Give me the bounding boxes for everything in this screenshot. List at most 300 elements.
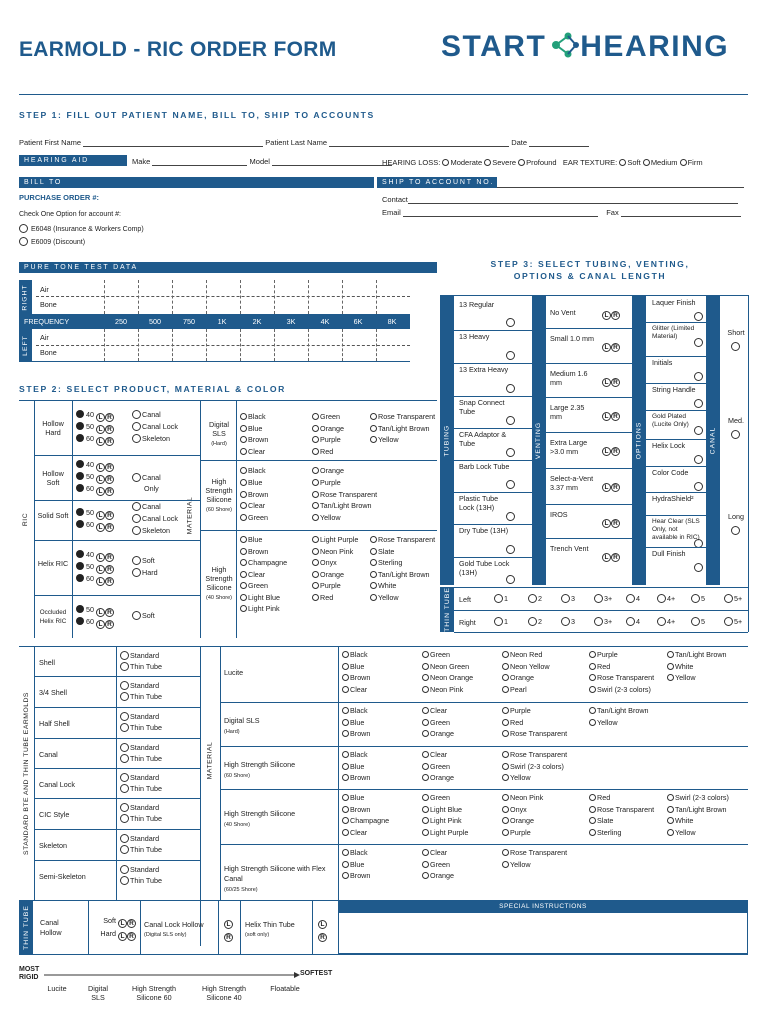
freq-250: 250 [115,317,127,326]
tube-6-radio[interactable] [506,480,515,489]
ric-option-skeleton[interactable]: Skeleton [132,434,170,443]
tube-2-radio[interactable] [506,351,515,360]
tube-4-radio[interactable] [506,416,515,425]
left-ear-option[interactable]: L [96,413,105,422]
thin-tube-option[interactable]: Thin Tube [120,723,162,732]
bottom-hs60-color-black[interactable]: Black [342,750,368,759]
bottom-hsflex-color-rose-transparent[interactable]: Rose Transparent [502,848,567,857]
vent-2-label: Small 1.0 mm [550,334,594,343]
thin-tube-option[interactable]: Thin Tube [120,876,162,885]
thin-tube-option[interactable]: Thin Tube [120,784,162,793]
freq-500: 500 [149,317,161,326]
bottom-hs40-color-onyx[interactable]: Onyx [502,805,527,814]
right-ear-option[interactable]: R [105,437,114,446]
style-shell: Shell [39,658,55,667]
bottom-hs60-color-clear[interactable]: Clear [422,750,447,759]
special-instructions-box[interactable] [338,900,748,954]
bottom-lucite-color-neon-pink[interactable]: Neon Pink [422,685,463,694]
right-ear-option[interactable]: R [105,577,114,586]
ric-occluded-size-50[interactable]: 50 L R [76,605,114,617]
bottom-dsls-color-blue[interactable]: Blue [342,718,364,727]
hs60-color-rose-transparent[interactable]: Rose Transparent [312,490,377,499]
vent-6-label: Select-a-Vent 3.37 mm [550,474,594,492]
bottom-dsls-color-green[interactable]: Green [422,718,450,727]
bottom-lucite-color-green[interactable]: Green [422,650,450,659]
ric-helix-ric-size-60[interactable]: 60 L R [76,574,114,586]
bottom-hs60-color-orange[interactable]: Orange [422,773,454,782]
dsls-color-green[interactable]: Green [312,412,340,421]
bottom-hs60-color-rose-transparent[interactable]: Rose Transparent [502,750,567,759]
canal-length-radio[interactable] [731,342,740,351]
ric-option-only[interactable]: Canal Only [132,472,161,494]
email-field[interactable] [403,210,598,217]
left-ear-option[interactable]: L [96,425,105,434]
vent-6-lr[interactable]: L R [602,480,620,492]
right-tt-opt-4[interactable]: 4 [626,617,640,626]
bottom-hs40-color-slate[interactable]: Slate [589,816,613,825]
left-ear-option[interactable]: L [96,553,105,562]
bottom-lucite-color-pearl[interactable]: Pearl [502,685,527,694]
hs40-color-red[interactable]: Red [312,593,333,602]
contact-row [382,195,738,204]
hs60-color-yellow[interactable]: Yellow [312,513,341,522]
date-field[interactable] [529,140,589,147]
helix-r[interactable]: R [318,933,327,942]
tube-9-radio[interactable] [506,575,515,584]
bottom-lucite-color-swirl-2-3-colors-[interactable]: Swirl (2-3 colors) [589,685,651,694]
right-ear-option[interactable]: R [105,475,114,484]
ric-hollow-hard-size-40[interactable]: 40 L R [76,410,114,422]
canal-length-med: Med. [728,416,744,425]
bottom-dsls-color-tan-light-brown[interactable]: Tan/Light Brown [589,706,649,715]
right-air-label: Air [40,285,49,294]
vent-7-lr[interactable]: L R [602,516,620,528]
right-ear-option[interactable]: R [105,608,114,617]
left-tt-opt-4[interactable]: 4 [626,594,640,603]
ric-hollow-soft-size-50[interactable]: 50 L R [76,472,114,484]
bottom-lucite-color-neon-red[interactable]: Neon Red [502,650,542,659]
option-7-radio[interactable] [694,482,703,491]
step2-heading: STEP 2: SELECT PRODUCT, MATERIAL & COLOR [19,384,286,394]
hs60-color-purple[interactable]: Purple [312,478,341,487]
left-tt-opt-1[interactable]: 1 [494,594,508,603]
bottom-hs40-color-light-purple[interactable]: Light Purple [422,828,468,837]
dsls-color-brown[interactable]: Brown [240,435,268,444]
standard-option[interactable]: Standard [120,773,159,782]
bottom-hsflex-color-green[interactable]: Green [422,860,450,869]
hl-profound-label: Profound [526,158,557,167]
bottom-hsflex-color-clear[interactable]: Clear [422,848,447,857]
hs60-color-clear[interactable]: Clear [240,501,265,510]
fitting-bar: HEARING AID FITTING [19,155,127,166]
bottom-hs60-color-green[interactable]: Green [422,762,450,771]
dsls-color-orange[interactable]: Orange [312,424,344,433]
tt-right-label: Right [459,618,476,627]
tube-1-label: 13 Regular [459,300,495,309]
bottom-hs40-color-light-blue[interactable]: Light Blue [422,805,462,814]
bottom-lucite-color-red[interactable]: Red [589,662,610,671]
bottom-hsflex-color-orange[interactable]: Orange [422,871,454,880]
bottom-lucite-color-brown[interactable]: Brown [342,673,370,682]
ric-solid-soft-size-60[interactable]: 60 L R [76,520,114,532]
right-ear-option[interactable]: R [105,487,114,496]
bottom-hs40-color-yellow[interactable]: Yellow [667,828,696,837]
bottom-material-label: MATERIAL [206,741,214,779]
canal-length-short: Short [727,328,745,337]
left-tt-opt-4+[interactable]: 4+ [657,594,675,603]
bottom-hs40-color-sterling[interactable]: Sterling [589,828,621,837]
ric-hollow-soft-size-40[interactable]: 40 L R [76,460,114,472]
bottom-hs40-color-green[interactable]: Green [422,793,450,802]
vent-8-lr[interactable]: L R [602,550,620,562]
bottom-dsls-color-yellow[interactable]: Yellow [589,718,618,727]
dsls-color-yellow[interactable]: Yellow [370,435,399,444]
bottom-lucite-color-blue[interactable]: Blue [342,662,364,671]
freq-1K: 1K [217,317,227,326]
right-ear-option[interactable]: R [105,463,114,472]
bottom-hs40-label: High Strength Silicone (40 Shore) [224,808,296,828]
bottom-lucite-color-black[interactable]: Black [342,650,368,659]
scale-floatable: Floatable [270,984,300,993]
bottom-hs40-color-blue[interactable]: Blue [342,793,364,802]
thin-tube-option[interactable]: Thin Tube [120,814,162,823]
make-label: Make [132,157,151,166]
bottom-hs40-color-purple[interactable]: Purple [502,828,531,837]
bottom-dsls-color-clear[interactable]: Clear [422,706,447,715]
venting-label: VENTING [532,295,546,585]
clh-sub: (Digital SLS only) [144,932,187,938]
option-4-radio[interactable] [694,399,703,408]
standard-option[interactable]: Standard [120,651,159,660]
hs40-color-champagne[interactable]: Champagne [240,558,287,567]
right-ear-option[interactable]: R [105,511,114,520]
right-ear-option[interactable]: R [105,565,114,574]
standard-option[interactable]: Standard [120,743,159,752]
hs60-color-tan-light-brown[interactable]: Tan/Light Brown [312,501,372,510]
ric-option-hard[interactable]: Hard [132,568,158,577]
bottom-dsls-color-purple[interactable]: Purple [502,706,531,715]
bottom-hs40-color-rose-transparent[interactable]: Rose Transparent [589,805,654,814]
dsls-color-rose-transparent[interactable]: Rose Transparent [370,412,435,421]
bottom-hs40-color-orange[interactable]: Orange [502,816,534,825]
dsls-color-black[interactable]: Black [240,412,266,421]
option-2-radio[interactable] [694,338,703,347]
ric-option-soft[interactable]: Soft [132,556,155,565]
tube-7-radio[interactable] [506,512,515,521]
bottom-dsls-color-black[interactable]: Black [342,706,368,715]
make-field[interactable] [152,159,247,166]
hs60-color-black[interactable]: Black [240,466,266,475]
left-ear-option[interactable]: L [96,608,105,617]
freq-4K: 4K [320,317,330,326]
left-ear-option[interactable]: L [96,437,105,446]
right-ear-option[interactable]: R [105,620,114,629]
hs40-color-rose-transparent[interactable]: Rose Transparent [370,535,435,544]
clh-label [144,920,204,940]
tube-3-radio[interactable] [506,384,515,393]
thin-tube-option[interactable]: Thin Tube [120,754,162,763]
bottom-dsls-color-red[interactable]: Red [502,718,523,727]
bottom-hs40-color-light-pink[interactable]: Light Pink [422,816,462,825]
vent-4-label: Large 2.35 mm [550,403,585,421]
bottom-hs40-color-white[interactable]: White [667,816,693,825]
left-ear-option[interactable]: L [96,511,105,520]
ear-texture-label: EAR TEXTURE: [562,158,618,167]
hl-moderate-radio[interactable] [442,159,449,166]
left-ear-option[interactable]: L [96,577,105,586]
left-ear-option[interactable]: L [96,620,105,629]
scale-high-strength-silicone-60: High Strength Silicone 60 [132,984,176,1002]
standard-option[interactable]: Standard [120,712,159,721]
bottom-hs40-color-tan-light-brown[interactable]: Tan/Light Brown [667,805,727,814]
left-ear-option[interactable]: L [96,475,105,484]
tt-soft-r[interactable]: R [127,919,136,928]
bottom-lucite-color-clear[interactable]: Clear [342,685,367,694]
option-6-label: Helix Lock [652,441,686,450]
dsls-color-tan-light-brown[interactable]: Tan/Light Brown [370,424,430,433]
right-tt-opt-2[interactable]: 2 [528,617,542,626]
tt-soft-l[interactable]: L [118,919,127,928]
tube-7-label: Plastic Tube Lock (13H) [459,494,499,512]
first-name-field[interactable] [83,140,263,147]
vent-4-lr[interactable]: L R [602,409,620,421]
hs40-color-brown[interactable]: Brown [240,547,268,556]
hs60-label [202,477,236,515]
dsls-color-red[interactable]: Red [312,447,333,456]
thin-tube-option[interactable]: Thin Tube [120,845,162,854]
model-label: Model [249,157,270,166]
standard-option[interactable]: Standard [120,834,159,843]
vent-5-lr[interactable]: L R [602,444,620,456]
vent-8-label: Trench Vent [550,544,589,553]
ric-option-canal[interactable]: Canal [132,502,161,511]
account-option-1[interactable] [19,224,144,233]
hs40-color-purple[interactable]: Purple [312,581,341,590]
hs40-name: High Strength Silicone [205,565,233,592]
step3-heading-1: STEP 3: SELECT TUBING, VENTING, [490,259,690,269]
bottom-hs40-color-brown[interactable]: Brown [342,805,370,814]
ric-option-canal-lock[interactable]: Canal Lock [132,422,178,431]
left-ear-option[interactable]: L [96,523,105,532]
contact-field[interactable] [408,197,738,204]
bottom-hsflex-color-yellow[interactable]: Yellow [502,860,531,869]
left-tt-opt-3+[interactable]: 3+ [594,594,612,603]
bottom-hs40-color-neon-pink[interactable]: Neon Pink [502,793,543,802]
bottom-lucite-color-tan-light-brown[interactable]: Tan/Light Brown [667,650,727,659]
bottom-hs60-label: High Strength Silicone (60 Shore) [224,759,296,779]
right-tt-opt-4+[interactable]: 4+ [657,617,675,626]
canal-hollow-label: Canal Hollow [40,918,62,937]
ric-option-canal-lock[interactable]: Canal Lock [132,514,178,523]
hs40-color-green[interactable]: Green [240,581,268,590]
bottom-hs40-color-clear[interactable]: Clear [342,828,367,837]
hl-severe-radio[interactable] [484,159,491,166]
bottom-dsls-color-orange[interactable]: Orange [422,729,454,738]
hs40-color-clear[interactable]: Clear [240,570,265,579]
bottom-hs60-color-yellow[interactable]: Yellow [502,773,531,782]
hs40-color-slate[interactable]: Slate [370,547,394,556]
thin-tube-option[interactable]: Thin Tube [120,692,162,701]
form-title: EARMOLD - RIC ORDER FORM [19,38,337,61]
tube-8-radio[interactable] [506,545,515,554]
hs40-color-orange[interactable]: Orange [312,570,344,579]
right-ear-option[interactable]: R [105,523,114,532]
last-name-field[interactable] [329,140,509,147]
bottom-lucite-color-rose-transparent[interactable]: Rose Transparent [589,673,654,682]
clh-r[interactable]: R [224,933,233,942]
bottom-hsflex-label: High Strength Silicone with Flex Canal (60/25 Shore) [224,864,326,893]
option-8-label: HydraShield² [652,494,694,503]
ric-hollow-hard-size-50[interactable]: 50 L R [76,422,114,434]
bill-to-bar: BILL TO [19,177,374,188]
standard-option[interactable]: Standard [120,865,159,874]
hs40-color-tan-light-brown[interactable]: Tan/Light Brown [370,570,430,579]
last-name-label: Patient Last Name [265,138,327,147]
canal-length-radio[interactable] [731,526,740,535]
option-1-radio[interactable] [694,312,703,321]
tt-soft-hard [92,915,136,941]
freq-3K: 3K [286,317,296,326]
hs40-color-blue[interactable]: Blue [240,535,262,544]
ric-solid-soft-size-50[interactable]: 50 L R [76,508,114,520]
right-ear-option[interactable]: R [105,553,114,562]
left-tt-opt-5[interactable]: 5 [691,594,705,603]
ric-option-canal[interactable]: Canal [132,410,161,419]
thin-tube-label: THIN TUBE [440,587,454,632]
ric-hollow-soft-size-60[interactable]: 60 L R [76,484,114,496]
option-10-radio[interactable] [694,563,703,572]
right-tt-opt-5[interactable]: 5 [691,617,705,626]
et-medium-label: Medium [650,158,678,167]
et-soft-radio[interactable] [619,159,626,166]
right-tt-opt-5+[interactable]: 5+ [724,617,742,626]
bottom-lucite-color-orange[interactable]: Orange [502,673,534,682]
bottom-lucite-color-purple[interactable]: Purple [589,650,618,659]
hs60-name: High Strength Silicone [205,477,233,504]
hs60-color-orange[interactable]: Orange [312,466,344,475]
hs40-color-light-purple[interactable]: Light Purple [312,535,358,544]
dsls-color-purple[interactable]: Purple [312,435,341,444]
bottom-lucite-color-neon-yellow[interactable]: Neon Yellow [502,662,550,671]
bottom-hsflex-color-brown[interactable]: Brown [342,871,370,880]
left-ear-option[interactable]: L [96,463,105,472]
hearing-loss-row [382,158,703,167]
step3-heading [440,258,740,282]
hs60-color-brown[interactable]: Brown [240,490,268,499]
et-firm-radio[interactable] [680,159,687,166]
helix-l[interactable]: L [318,920,327,929]
ric-option-skeleton[interactable]: Skeleton [132,526,170,535]
bottom-lucite-color-yellow[interactable]: Yellow [667,673,696,682]
bottom-lucite-color-white[interactable]: White [667,662,693,671]
hs40-color-light-pink[interactable]: Light Pink [240,604,280,613]
style-cic-style: CIC Style [39,810,70,819]
vent-2-lr[interactable]: L R [602,340,620,352]
ric-occluded-size-60[interactable]: 60 L R [76,617,114,629]
ric-helix-ric-label: Helix RIC [37,558,69,568]
option-5-radio[interactable] [694,426,703,435]
bottom-hs60-color-brown[interactable]: Brown [342,773,370,782]
hs40-color-light-blue[interactable]: Light Blue [240,593,280,602]
account-option-2[interactable] [19,237,85,246]
option-3-radio[interactable] [694,372,703,381]
bottom-hs40-color-swirl-2-3-colors-[interactable]: Swirl (2-3 colors) [667,793,729,802]
right-ear-option[interactable]: R [105,413,114,422]
left-ear-option[interactable]: L [96,565,105,574]
ric-helix-ric-size-40[interactable]: 40 L R [76,550,114,562]
hs40-color-white[interactable]: White [370,581,396,590]
left-tt-opt-3[interactable]: 3 [561,594,575,603]
standard-option[interactable]: Standard [120,681,159,690]
vent-7-label: IROS [550,510,568,519]
hs40-color-sterling[interactable]: Sterling [370,558,402,567]
hs40-color-yellow[interactable]: Yellow [370,593,399,602]
clh-l[interactable]: L [224,920,233,929]
bottom-dsls-color-brown[interactable]: Brown [342,729,370,738]
ric-hollow-hard-size-60[interactable]: 60 L R [76,434,114,446]
hs40-color-neon-pink[interactable]: Neon Pink [312,547,353,556]
bottom-hs40-color-champagne[interactable]: Champagne [342,816,389,825]
fax-field[interactable] [621,210,741,217]
tube-1-radio[interactable] [506,318,515,327]
bottom-lucite-color-neon-orange[interactable]: Neon Orange [422,673,473,682]
tt-hard-l[interactable]: L [118,932,127,941]
ric-option-soft[interactable]: Soft [132,611,155,620]
dsls-color-clear[interactable]: Clear [240,447,265,456]
right-ear-option[interactable]: R [105,425,114,434]
model-field[interactable] [272,159,392,166]
right-tt-opt-1[interactable]: 1 [494,617,508,626]
hs40-color-onyx[interactable]: Onyx [312,558,337,567]
freq-6K: 6K [353,317,363,326]
left-tt-opt-2[interactable]: 2 [528,594,542,603]
frequency-label: FREQUENCY [24,317,70,326]
option-6-radio[interactable] [694,455,703,464]
bottom-hsflex-color-black[interactable]: Black [342,848,368,857]
style-semi-skeleton: Semi-Skeleton [39,872,86,881]
bottom-hs40-color-red[interactable]: Red [589,793,610,802]
option-3-label: Initials [652,358,673,367]
hs60-color-blue[interactable]: Blue [240,478,262,487]
bottom-hs60-color-swirl-2-3-colors-[interactable]: Swirl (2-3 colors) [502,762,564,771]
style-canal-lock: Canal Lock [39,780,75,789]
hs60-color-green[interactable]: Green [240,513,268,522]
canal-length-long: Long [728,512,744,521]
dsls-color-blue[interactable]: Blue [240,424,262,433]
right-tt-opt-3+[interactable]: 3+ [594,617,612,626]
vent-1-lr[interactable]: L R [602,308,620,320]
left-ear-option[interactable]: L [96,487,105,496]
bottom-dsls-color-rose-transparent[interactable]: Rose Transparent [502,729,567,738]
canal-length-radio[interactable] [731,430,740,439]
tube-2-label: 13 Heavy [459,332,490,341]
tt-hard-r[interactable]: R [127,932,136,941]
bottom-hsflex-color-blue[interactable]: Blue [342,860,364,869]
ric-helix-ric-size-50[interactable]: 50 L R [76,562,114,574]
bottom-hs60-color-blue[interactable]: Blue [342,762,364,771]
left-tt-opt-5+[interactable]: 5+ [724,594,742,603]
right-tt-opt-3[interactable]: 3 [561,617,575,626]
vent-3-lr[interactable]: L R [602,375,620,387]
tt-left-label: Left [459,595,471,604]
thin-tube-option[interactable]: Thin Tube [120,662,162,671]
hl-profound-radio[interactable] [518,159,525,166]
et-medium-radio[interactable] [643,159,650,166]
bottom-lucite-color-neon-green[interactable]: Neon Green [422,662,469,671]
standard-option[interactable]: Standard [120,803,159,812]
tube-5-radio[interactable] [506,448,515,457]
po-label: PURCHASE ORDER #: [19,193,100,202]
